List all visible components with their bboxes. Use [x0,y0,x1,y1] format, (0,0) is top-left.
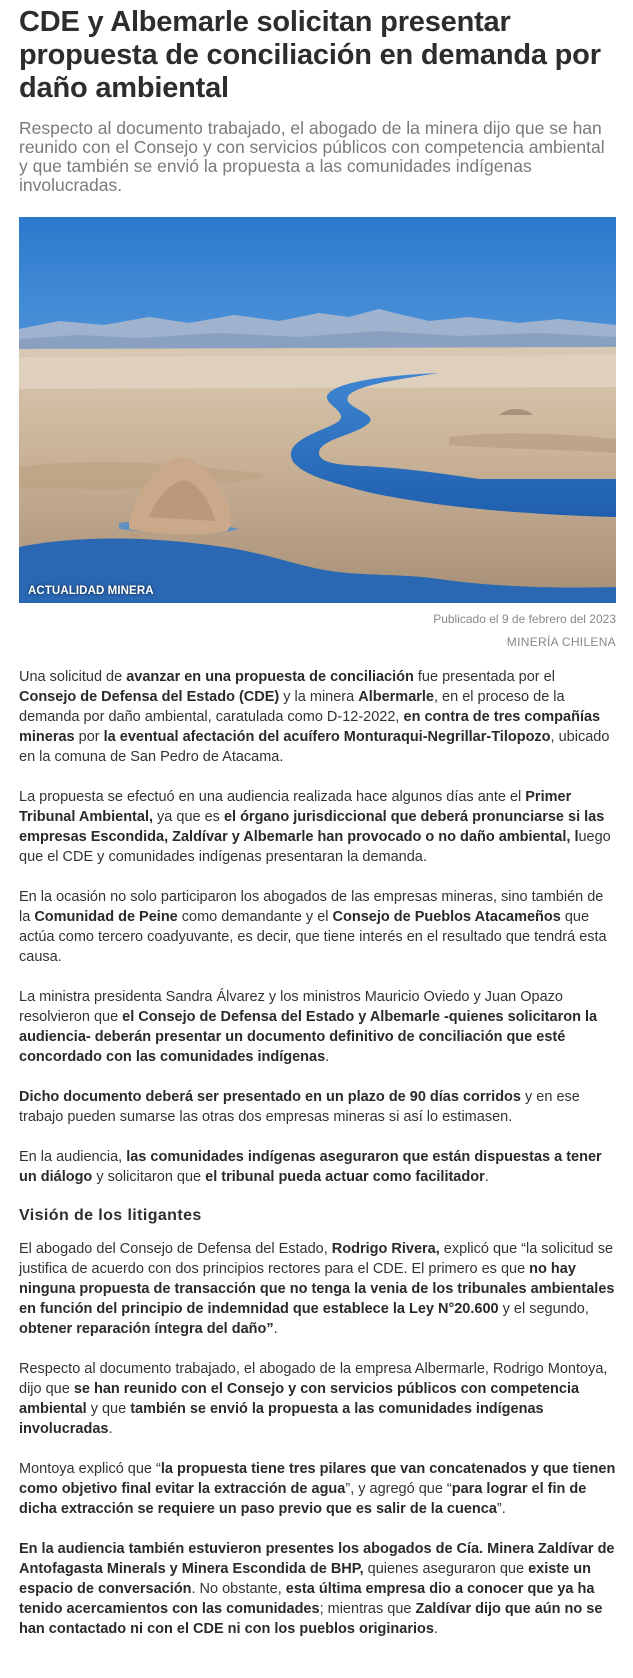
emphasis-text: para lograr el fin de dicha extracción se requiere un paso previo que es salir de la cuenca [19,1481,587,1517]
paragraph-text: ; mientras que [319,1601,416,1617]
paragraph-text: fue presentada por el [413,669,555,685]
paragraph-text: explicó que “la solicitud se justifica de acuerdo con dos principios rectores para el CDE. El primero es que [19,1241,614,1277]
body-paragraph [19,787,616,867]
emphasis-text: el tribunal pueda actuar como facilitador [205,1169,485,1185]
emphasis-text: no hay ninguna propuesta de transacción que no tenga la venia de los tribunales ambientales en función del principio de indemnidad que establece la Ley N°20.600 [19,1261,615,1317]
paragraph-text: y la minera [279,689,359,705]
body-paragraph [19,1239,616,1339]
paragraph-text: como demandante y el [177,909,333,925]
emphasis-text: las comunidades indígenas aseguraron que están dispuestas a tener un diálogo [19,1149,602,1185]
body-paragraph [19,1539,616,1639]
paragraph-text: Una solicitud de [19,669,127,685]
paragraph-text: La ministra presidenta Sandra Álvarez y los ministros Mauricio Oviedo y Juan Opazo resolvieron que [19,989,563,1025]
headline: CDE y Albemarle solicitan presentar propuesta de conciliación en demanda por daño ambiental [19,6,601,104]
hero-image [19,217,616,603]
paragraph-text: y en ese trabajo pueden sumarse las otras dos empresas mineras si así lo estimasen. [19,1089,580,1125]
section-subheading: Visión de los litigantes [19,1207,202,1224]
paragraph-text: El abogado del Consejo de Defensa del Estado, [19,1241,332,1257]
body-paragraph [19,887,616,967]
paragraph-text: . No obstante, [191,1581,286,1597]
paragraph-text: En la ocasión no solo participaron los abogados de las empresas mineras, sino también de la [19,889,604,925]
paragraph-text: ”. [496,1501,506,1517]
emphasis-text: existe un espacio de conversación [19,1561,591,1597]
emphasis-text: avanzar en una propuesta de conciliación [126,669,414,685]
emphasis-text: obtener reparación íntegra del daño” [19,1321,274,1337]
emphasis-text: Consejo de Defensa del Estado (CDE) [19,689,280,705]
emphasis-text: la eventual afectación del acuífero Monturaqui-Negrillar-Tilopozo [103,729,551,745]
paragraph-text: . [273,1321,278,1337]
paragraph-text: , ubicado en la comuna de San Pedro de Atacama. [19,729,610,765]
emphasis-text: el Consejo de Defensa del Estado y Albemarle -quienes solicitaron la audiencia- deberán presentar un documento definitivo de conciliación que esté concordado con las comunidades indígenas [19,1009,598,1065]
body-paragraph [19,1147,616,1187]
salt-flat-lagoon-photo [19,217,616,603]
emphasis-text: Comunidad de Peine [34,909,178,925]
paragraph-text: , en el proceso de la demanda por daño ambiental, caratulada como D-12-2022, [19,689,565,725]
paragraph-text: . [325,1049,330,1065]
emphasis-text: esta última empresa dio a conocer que ya ha tenido acercamientos con las comunidades [19,1581,595,1617]
emphasis-text: Primer Tribunal Ambiental, [19,789,572,825]
body-paragraph [19,1359,616,1439]
emphasis-text: también se envió la propuesta a las comunidades indígenas involucradas [19,1401,544,1437]
paragraph-text: que actúa como tercero coadyuvante, es decir, que tiene interés en el resultado que tendrá esta causa. [19,909,607,965]
paragraph-text: quienes aseguraron que [363,1561,529,1577]
paragraph-text: La propuesta se efectuó en una audiencia realizada hace algunos días ante el [19,789,526,805]
paragraph-text: ”, y agregó que “ [345,1481,452,1497]
paragraph-text: Respecto al documento trabajado, el abogado de la empresa Albermarle, Rodrigo Montoya, dijo que [19,1361,608,1397]
paragraph-text: uego que el CDE y comunidades indígenas presentaran la demanda. [19,829,611,865]
emphasis-text: se han reunido con el Consejo y con servicios públicos con competencia ambiental [19,1381,580,1417]
body-paragraphs [19,667,616,1187]
emphasis-text: Albermarle [358,689,434,705]
emphasis-text: Dicho documento deberá ser presentado en un plazo de 90 días corridos [19,1089,521,1105]
body-paragraph [19,1087,616,1127]
body-paragraph [19,1459,616,1519]
image-credit: ACTUALIDAD MINERA [28,585,154,597]
publish-date: Publicado el 9 de febrero del 2023 [433,612,616,626]
paragraph-text: . [108,1421,113,1437]
article-body [19,667,616,1639]
lead-paragraph: Respecto al documento trabajado, el abogado de la minera dijo que se han reunido con el Consejo y con servicios públicos con competencia ambiental y que también se envió la propuesta a las comunidades indígenas involucradas. [19,118,605,195]
section-label[interactable]: MINERÍA CHILENA [506,635,616,649]
emphasis-text: la propuesta tiene tres pilares que van concatenados y que tienen como objetivo final evitar la extracción de agua [19,1461,616,1497]
paragraph-text: En la audiencia, [19,1149,127,1165]
emphasis-text: el órgano jurisdiccional que deberá pronunciarse si las empresas Escondida, Zaldívar y Albemarle han provocado o no daño ambiental, l [19,809,605,845]
emphasis-text: Zaldívar dijo que aún no se han contactado ni con el CDE ni con los pueblos originarios [19,1601,603,1637]
emphasis-text: Consejo de Pueblos Atacameños [332,909,561,925]
paragraph-text: Montoya explicó que “ [19,1461,161,1477]
emphasis-text: en contra de tres compañías mineras [19,709,601,745]
paragraph-text: y solicitaron que [92,1169,206,1185]
emphasis-text: Rodrigo Rivera, [331,1241,440,1257]
paragraph-text: y el segundo, [498,1301,589,1317]
paragraph-text: . [484,1169,489,1185]
emphasis-text: En la audiencia también estuvieron presentes los abogados de Cía. Minera Zaldívar de Antofagasta Minerals y Minera Escondida de BHP, [19,1541,615,1577]
paragraph-text: por [74,729,104,745]
paragraph-text: . [433,1621,438,1637]
paragraph-text: ya que es [153,809,224,825]
body-paragraph [19,987,616,1067]
article [19,0,616,1639]
paragraph-text: y que [86,1401,131,1417]
body-paragraph [19,667,616,767]
body-paragraphs-after [19,1239,616,1639]
